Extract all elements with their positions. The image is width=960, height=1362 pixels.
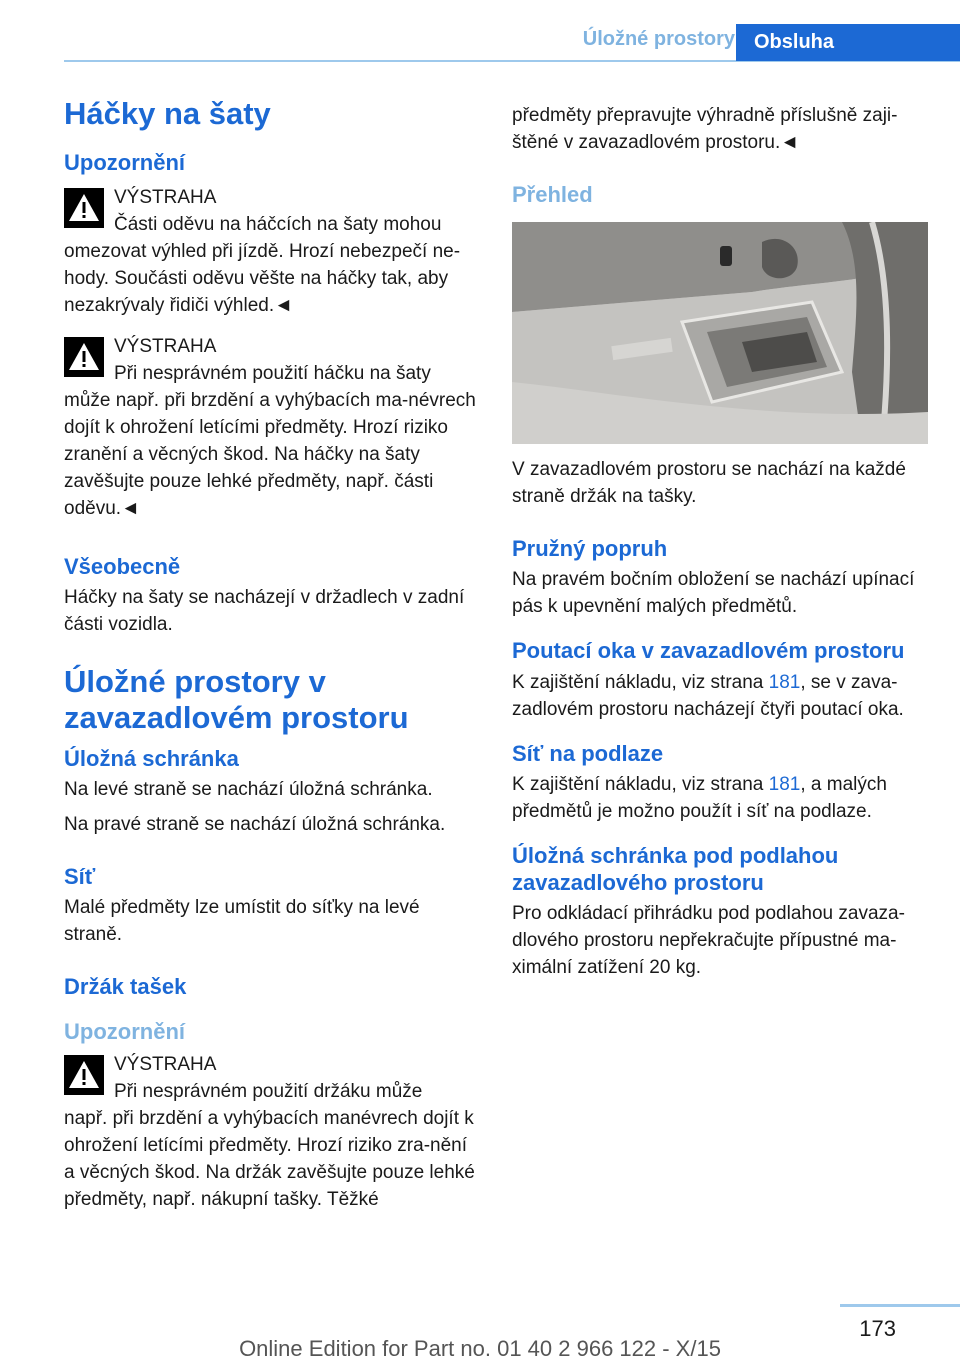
- page-number: 173: [859, 1316, 896, 1341]
- header-section-tab[interactable]: Úložné prostory: [582, 28, 735, 50]
- warning-block-3: [64, 1051, 478, 1213]
- storage-text-right: Na pravé straně se nachází úložná schránka.: [64, 814, 446, 836]
- header-chapter-label: Obsluha: [754, 31, 835, 53]
- heading-storage-compartments: Úložné prostory v zavazadlovém prostoru: [64, 664, 409, 736]
- warning-text-first: Při nesprávném použití háčku na šaty: [114, 363, 431, 385]
- storage-heading: Úložná schránka: [64, 745, 239, 771]
- floor-net-text: [512, 771, 926, 825]
- general-text: Háčky na šaty se nacházejí v držadlech v zadní části vozidla.: [64, 587, 465, 636]
- page-link-181[interactable]: 181: [768, 774, 801, 796]
- left-column: [64, 96, 478, 1227]
- notice-heading: Upozornění: [64, 149, 185, 175]
- storage-text-left: Na levé straně se nachází úložná schránka.: [64, 779, 433, 801]
- net-text: Malé předměty lze umístit do síťky na levé straně.: [64, 897, 420, 946]
- floor-net-heading: Síť na podlaze: [512, 740, 664, 766]
- warning-label: VÝSTRAHA: [114, 187, 217, 209]
- trunk-photo: [512, 222, 928, 444]
- net-heading: Síť: [64, 864, 96, 890]
- footer-rule: [840, 1304, 960, 1307]
- warning-triangle-icon: [64, 337, 104, 377]
- warning-label: VÝSTRAHA: [114, 336, 217, 358]
- general-heading: Všeobecně: [64, 554, 181, 580]
- warning-triangle-icon: [64, 1055, 104, 1095]
- strap-heading: Pružný popruh: [512, 536, 668, 561]
- underfloor-heading: Úložná schránka pod podlahou zavazadlového prostoru: [512, 843, 839, 895]
- text-segment: K zajištění nákladu, viz strana: [512, 671, 769, 693]
- warning-block-1: [64, 184, 478, 319]
- footer-edition: Online Edition for Part no. 01 40 2 966 122 - X/15: [239, 1336, 721, 1361]
- warning-block-2: [64, 333, 478, 522]
- underfloor-text: Pro odkládací přihrádku pod podlahou zavaza-dlového prostoru nepřekračujte přípustné ma-ximální zatížení 20 kg.: [512, 902, 905, 978]
- warning-continuation: předměty přepravujte výhradně příslušně zaji-štěné v zavazadlovém prostoru.◄: [512, 105, 898, 153]
- header-chapter-tab[interactable]: [736, 24, 960, 61]
- text-segment: , se v zava-zadlovém prostoru nacházejí čtyři poutací oka.: [512, 671, 904, 720]
- heading-clothes-hooks: Háčky na šaty: [64, 96, 271, 131]
- page-link-181[interactable]: 181: [768, 671, 801, 693]
- warning-text-first: Části oděvu na háčcích na šaty mohou: [114, 214, 442, 236]
- right-column: [512, 102, 926, 989]
- strap-text: Na pravém bočním obložení se nachází upínací pás k upevnění malých předmětů.: [512, 569, 915, 618]
- warning-text: např. při brzdění a vyhýbacích manévrech dojít k ohrožení letícími předměty. Hrozí riziko zra-nění a věcných škod. Na držák zavěšujte pouze lehké předměty, např. nákupní tašky. Těžké: [64, 1107, 475, 1210]
- bag-holder-heading: Držák tašek: [64, 974, 187, 1000]
- warning-text: omezovat výhled při jízdě. Hrozí nebezpečí ne-hody. Součásti oděvu věšte na háčky tak, aby nezakrývaly řidiči výhled.◄: [64, 241, 461, 317]
- tie-down-eyes-text: [512, 669, 926, 723]
- photo-caption: V zavazadlovém prostoru se nachází na každé straně držák na tašky.: [512, 459, 906, 507]
- overview-heading: Přehled: [512, 182, 593, 207]
- warning-text-first: Při nesprávném použití držáku může: [114, 1080, 423, 1102]
- text-segment: , a malých předmětů je možno použít i síť na podlaze.: [512, 774, 887, 823]
- warning-text: může např. při brzdění a vyhýbacích ma-névrech dojít k ohrožení letícími předměty. Hrozí riziko zranění a věcných škod. Na háčky na šaty zavěšujte pouze lehké předměty, např. části oděvu.◄: [64, 390, 476, 520]
- warning-triangle-icon: [64, 188, 104, 228]
- warning-label: VÝSTRAHA: [114, 1053, 217, 1075]
- tie-down-eyes-heading: Poutací oka v zavazadlovém prostoru: [512, 638, 905, 664]
- text-segment: K zajištění nákladu, viz strana: [512, 774, 769, 796]
- bag-notice-heading: Upozornění: [64, 1018, 185, 1044]
